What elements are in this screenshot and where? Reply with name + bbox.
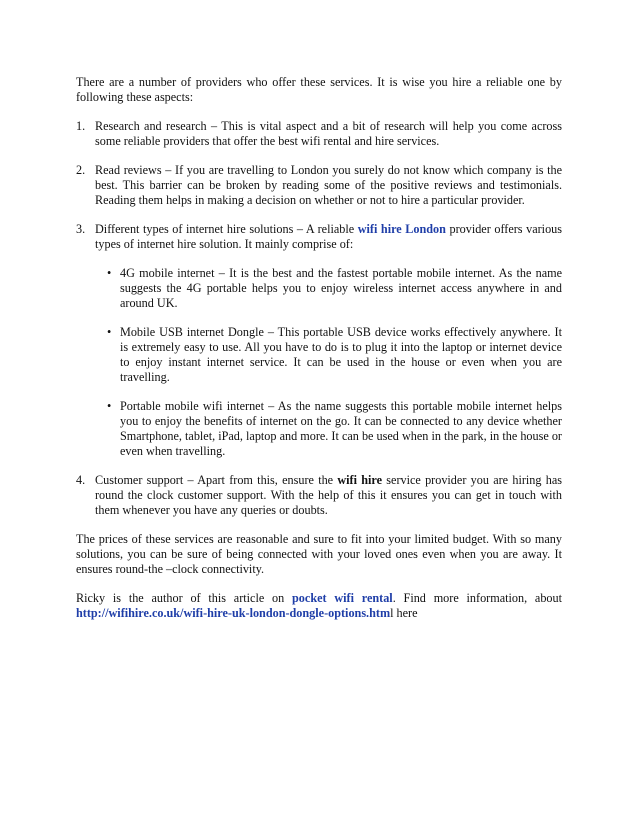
author-text-middle: . Find more information, about [392,591,562,605]
author-paragraph [76,591,562,621]
list-number: 1. [76,119,86,133]
list-item-hire-solutions [76,222,562,459]
bullet-icon: • [107,266,112,280]
bullet-item-4g [95,266,562,311]
intro-paragraph: There are a number of providers who offer these services. It is wise you hire a reliable one by following these aspects: [76,75,562,104]
wifi-hire-london-link[interactable]: wifi hire London [357,222,446,236]
author-text: Ricky is the author of this article on [76,591,293,605]
list-item-text: Different types of internet hire solutions – A reliable [95,222,358,236]
list-item-text-continued: provider offers various types of internet hire solution. It mainly comprise of: [95,222,562,251]
list-number: 2. [76,163,86,177]
wifi-hire-bold-text: wifi hire [337,473,383,487]
bullet-icon: • [107,325,112,339]
list-item-reviews [76,163,562,208]
list-item-text: Customer support – Apart from this, ensure the [95,473,338,487]
list-number: 4. [76,473,86,487]
list-number: 3. [76,222,86,236]
aspects-list [76,119,562,518]
bullet-item-text: 4G mobile internet – It is the best and the fastest portable mobile internet. As the name suggests the 4G portable helps you to enjoy wireless internet access anywhere in and around UK. [120,266,562,310]
solutions-bullet-list [95,266,562,459]
document-page [76,75,562,621]
bullet-item-text: Portable mobile wifi internet – As the name suggests this portable mobile internet helps you to enjoy the benefits of internet on the go. It can be connected to any device whether Smartphone, tablet, iPad, laptop and more. It can be used when in the park, in the house or even when travelling. [120,399,562,458]
list-item-text: Read reviews – If you are travelling to London you surely do not know which company is the best. This barrier can be broken by reading some of the positive reviews and testimonials. Reading them helps in making a decision on whether or not to hire a particular provider. [95,163,562,207]
author-text-end: l here [390,606,418,620]
list-item-research [76,119,562,149]
list-item-text: Research and research – This is vital aspect and a bit of research will help you come across some reliable providers that offer the best wifi rental and hire services. [95,119,562,148]
list-item-text-continued: service provider you are hiring has round the clock customer support. With the help of this it ensures you can get in touch with them whenever you have any queries or doubts. [95,473,562,517]
bullet-item-usb-dongle [95,325,562,385]
list-item-customer-support [76,473,562,518]
closing-paragraph: The prices of these services are reasonable and sure to fit into your limited budget. With so many solutions, you can be sure of being connected with your loved ones even when you are away. It ensures round-the –clock connectivity. [76,532,562,576]
pocket-wifi-rental-link[interactable]: pocket wifi rental [292,591,393,605]
bullet-item-text: Mobile USB internet Dongle – This portable USB device works effectively anywhere. It is extremely easy to use. All you have to do is to plug it into the laptop or internet device to enjoy instant internet service. It can be used in the house or even when you are travelling. [120,325,562,384]
bullet-icon: • [107,399,112,413]
wifihire-url-link[interactable]: http://wifihire.co.uk/wifi-hire-uk-london-dongle-options.htm [76,606,391,620]
bullet-item-portable-wifi [95,399,562,459]
